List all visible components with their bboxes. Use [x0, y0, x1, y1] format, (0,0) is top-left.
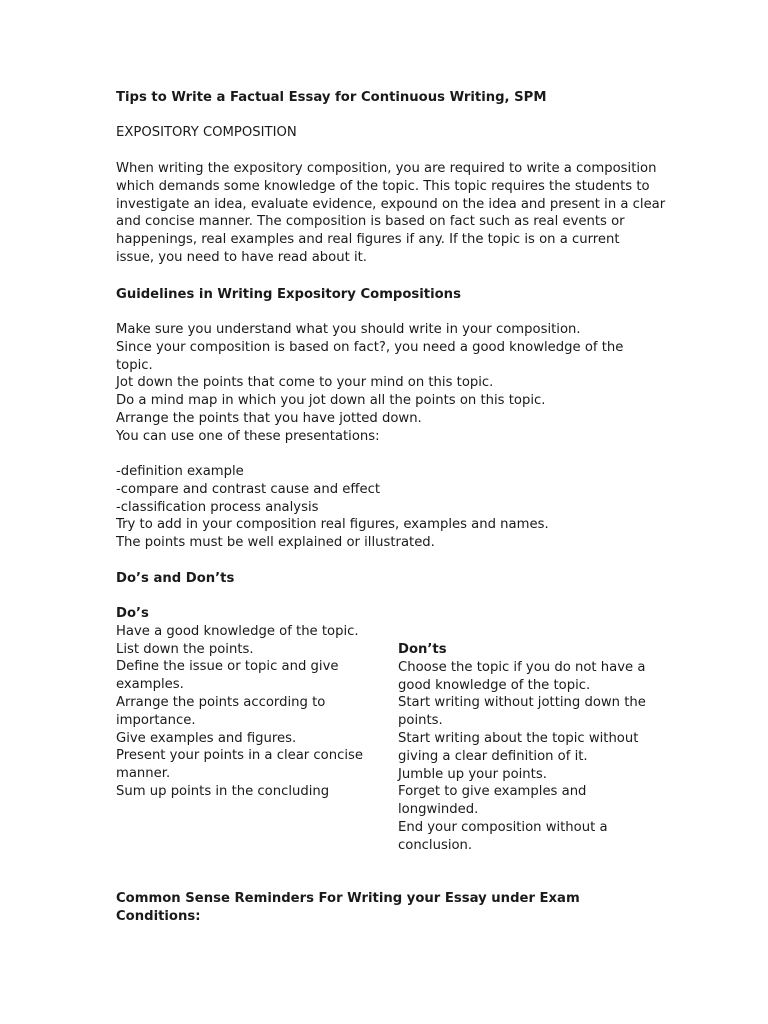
donts-column: [398, 641, 658, 855]
donts-item: conclusion.: [398, 837, 473, 853]
guideline-line: Since your composition is based on fact?, you need a good knowledge of the: [116, 339, 624, 355]
presentation-line: Try to add in your composition real figures, examples and names.: [116, 517, 549, 533]
dos-item: Have a good knowledge of the topic.: [116, 623, 359, 639]
guideline-line: Jot down the points that come to your mind on this topic.: [116, 375, 494, 391]
dos-item: importance.: [116, 712, 196, 728]
intro-paragraph: [116, 160, 666, 267]
donts-item: good knowledge of the topic.: [398, 677, 591, 693]
donts-item: Start writing about the topic without: [398, 730, 639, 746]
heading-dos-donts: Do’s and Don’ts: [116, 571, 235, 586]
guideline-line: You can use one of these presentations:: [116, 428, 380, 444]
dos-item: Present your points in a clear concise: [116, 748, 363, 764]
presentations-list: [116, 463, 656, 552]
dos-item: Give examples and figures.: [116, 730, 297, 746]
donts-heading: Don’ts: [398, 642, 447, 657]
donts-item: points.: [398, 713, 443, 729]
presentation-line: -compare and contrast cause and effect: [116, 481, 381, 497]
document-title: Tips to Write a Factual Essay for Continuous Writing, SPM: [116, 90, 547, 105]
guideline-line: topic.: [116, 357, 153, 373]
donts-item: Start writing without jotting down the: [398, 695, 646, 711]
heading-reminders: [116, 890, 656, 926]
intro-line: When writing the expository composition, you are required to write a composition: [116, 161, 657, 176]
presentation-line: -definition example: [116, 464, 244, 479]
donts-item: Jumble up your points.: [398, 766, 547, 782]
guidelines-list: [116, 321, 656, 446]
heading-guidelines: Guidelines in Writing Expository Compositions: [116, 287, 461, 302]
dos-column: [116, 605, 376, 801]
presentation-line: The points must be well explained or illustrated.: [116, 535, 435, 551]
dos-item: Sum up points in the concluding: [116, 783, 330, 799]
intro-line: which demands some knowledge of the topic. This topic requires the students to: [116, 178, 650, 194]
guideline-line: Arrange the points that you have jotted down.: [116, 410, 422, 426]
dos-item: manner.: [116, 766, 171, 782]
donts-item: giving a clear definition of it.: [398, 748, 588, 764]
dos-item: Arrange the points according to: [116, 694, 326, 710]
intro-line: issue, you need to have read about it.: [116, 249, 367, 265]
dos-heading: Do’s: [116, 606, 149, 621]
presentation-line: -classification process analysis: [116, 499, 319, 515]
donts-item: End your composition without a: [398, 819, 608, 835]
donts-item: longwinded.: [398, 802, 479, 818]
donts-item: Choose the topic if you do not have a: [398, 659, 646, 675]
intro-line: investigate an idea, evaluate evidence, expound on the idea and present in a clear: [116, 196, 666, 212]
donts-item: Forget to give examples and: [398, 784, 587, 800]
dos-item: examples.: [116, 677, 184, 693]
guideline-line: Make sure you understand what you should write in your composition.: [116, 322, 581, 337]
dos-item: Define the issue or topic and give: [116, 659, 339, 675]
reminders-heading-line: Common Sense Reminders For Writing your Essay under Exam: [116, 891, 580, 906]
intro-line: happenings, real examples and real figures if any. If the topic is on a current: [116, 232, 620, 248]
guideline-line: Do a mind map in which you jot down all the points on this topic.: [116, 393, 546, 409]
reminders-heading-line: Conditions:: [116, 908, 201, 924]
heading-expository: EXPOSITORY COMPOSITION: [116, 125, 297, 140]
dos-item: List down the points.: [116, 641, 254, 657]
intro-line: and concise manner. The composition is based on fact such as real events or: [116, 214, 625, 230]
